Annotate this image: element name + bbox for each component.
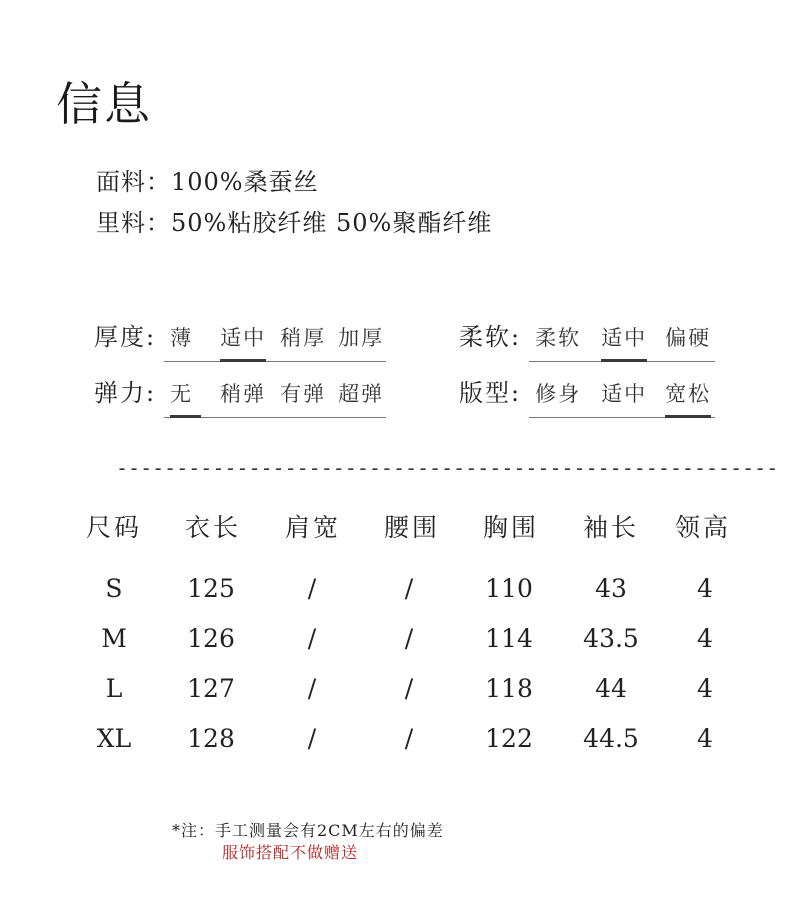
elasticity-scale xyxy=(164,378,386,418)
cell-waist: / xyxy=(404,674,414,703)
cell-chest: 110 xyxy=(485,574,533,603)
cell-waist: / xyxy=(404,624,414,653)
header-sleeve: 袖长 xyxy=(582,513,640,542)
elasticity-option-none-selected: 无 xyxy=(170,380,201,408)
fabric-material: 面料：100%桑蚕丝 xyxy=(96,168,319,196)
elasticity-attribute xyxy=(94,378,386,418)
thickness-option-extra-thick: 加厚 xyxy=(338,326,385,350)
header-size: 尺码 xyxy=(85,513,143,542)
cell-waist: / xyxy=(404,574,414,603)
thickness-option-thin: 薄 xyxy=(170,326,194,350)
cell-collar: 4 xyxy=(697,724,713,753)
cell-shoulder: / xyxy=(307,674,317,703)
cell-size: XL xyxy=(96,724,132,753)
cell-size: M xyxy=(101,624,127,653)
softness-scale xyxy=(529,322,715,362)
fit-option-medium: 适中 xyxy=(601,382,648,406)
fit-label: 版型: xyxy=(459,379,522,407)
cell-chest: 122 xyxy=(485,724,533,753)
cell-sleeve: 43 xyxy=(595,574,627,603)
fit-option-loose-selected: 宽松 xyxy=(665,382,712,406)
cell-size: L xyxy=(105,674,123,703)
thickness-option-thick: 稍厚 xyxy=(280,326,327,350)
cell-shoulder: / xyxy=(307,624,317,653)
measurement-note: *注：手工测量会有2CM左右的偏差 xyxy=(172,821,444,840)
divider-line: ------------------------------------------------------- xyxy=(116,456,779,480)
elasticity-option-super: 超弹 xyxy=(338,382,385,406)
softness-option-soft: 柔软 xyxy=(535,326,582,350)
cell-length: 127 xyxy=(187,674,235,703)
cell-shoulder: / xyxy=(307,724,317,753)
softness-label: 柔软: xyxy=(459,323,522,351)
header-collar: 领高 xyxy=(674,513,732,542)
header-waist: 腰围 xyxy=(383,513,441,542)
softness-option-stiff: 偏硬 xyxy=(665,326,712,350)
cell-length: 128 xyxy=(187,724,235,753)
cell-length: 126 xyxy=(187,624,235,653)
cell-sleeve: 44 xyxy=(595,674,627,703)
header-length: 衣长 xyxy=(184,513,242,542)
elasticity-option-slight: 稍弹 xyxy=(220,382,267,406)
cell-length: 125 xyxy=(187,574,235,603)
cell-size: S xyxy=(105,574,123,603)
header-chest: 胸围 xyxy=(482,513,540,542)
elasticity-label: 弹力: xyxy=(94,379,157,407)
cell-sleeve: 43.5 xyxy=(583,624,639,653)
cell-collar: 4 xyxy=(697,624,713,653)
header-shoulder: 肩宽 xyxy=(284,513,342,542)
cell-shoulder: / xyxy=(307,574,317,603)
accessories-note: 服饰搭配不做赠送 xyxy=(222,843,359,862)
fit-option-slim: 修身 xyxy=(535,382,582,406)
thickness-attribute xyxy=(94,322,386,362)
fit-scale xyxy=(529,378,715,418)
thickness-scale xyxy=(164,322,386,362)
elasticity-option-elastic: 有弹 xyxy=(280,382,327,406)
cell-collar: 4 xyxy=(697,574,713,603)
thickness-option-medium-selected: 适中 xyxy=(220,326,267,350)
cell-waist: / xyxy=(404,724,414,753)
cell-chest: 114 xyxy=(485,624,533,653)
cell-chest: 118 xyxy=(485,674,533,703)
cell-sleeve: 44.5 xyxy=(583,724,639,753)
lining-material: 里料：50%粘胶纤维 50%聚酯纤维 xyxy=(96,209,493,237)
cell-collar: 4 xyxy=(697,674,713,703)
thickness-label: 厚度: xyxy=(94,323,157,351)
page-title: 信息 xyxy=(56,77,152,131)
softness-option-medium-selected: 适中 xyxy=(601,326,648,350)
softness-attribute xyxy=(459,322,715,362)
fit-attribute xyxy=(459,378,715,418)
